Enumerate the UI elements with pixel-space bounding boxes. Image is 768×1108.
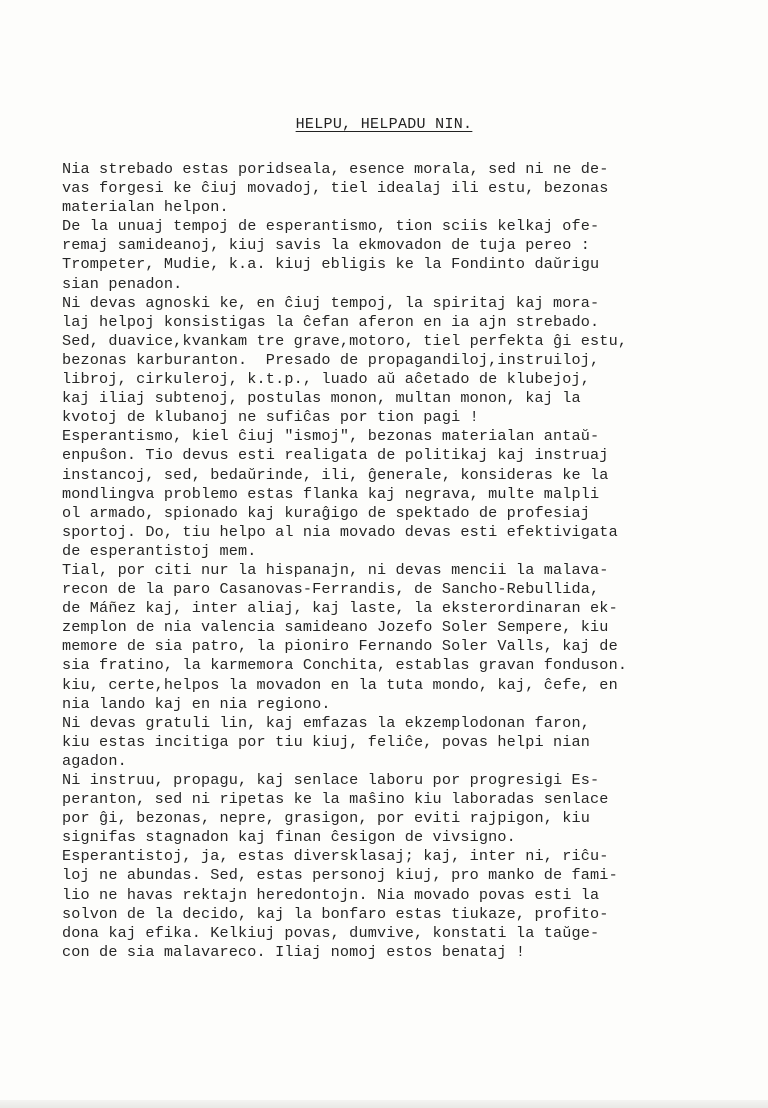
- text-line: Ni devas agnoski ke, en ĉiuj tempoj, la spiritaj kaj mora-: [62, 293, 600, 312]
- text-line: ol armado, spionado kaj kuraĝigo de spektado de profesiaj: [62, 503, 591, 522]
- text-line: Sed, duavice,kvankam tre grave,motoro, tiel perfekta ĝi estu,: [62, 331, 628, 350]
- text-line: de Máñez kaj, inter aliaj, kaj laste, la eksterordinaran ek-: [62, 599, 618, 618]
- text-line: laj helpoj konsistigas la ĉefan aferon en ia ajn strebado.: [62, 312, 600, 331]
- text-line: De la unuaj tempoj de esperantismo, tion sciis kelkaj ofe-: [62, 217, 600, 236]
- text-line: kiu estas incitiga por tiu kiuj, feliĉe, povas helpi nian: [62, 732, 591, 751]
- text-line: Esperantistoj, ja, estas diversklasaj; kaj, inter ni, riĉu-: [62, 847, 609, 866]
- text-line: kvotoj de klubanoj ne sufiĉas por tion pagi !: [62, 408, 479, 427]
- text-line: remaj samideanoj, kiuj savis la ekmovadon de tuja pereo :: [62, 236, 591, 255]
- text-line: Tial, por citi nur la hispanajn, ni devas mencii la malava-: [62, 560, 609, 579]
- document-title: [0, 116, 768, 133]
- page-bottom-edge: [0, 1100, 768, 1108]
- text-line: mondlingva problemo estas flanka kaj negrava, multe malpli: [62, 484, 600, 503]
- text-line: nia lando kaj en nia regiono.: [62, 694, 331, 713]
- text-line: Ni devas gratuli lin, kaj emfazas la ekzemplodonan faron,: [62, 713, 591, 732]
- text-line: instancoj, sed, bedaŭrinde, ili, ĝenerale, konsideras ke la: [62, 465, 609, 484]
- text-line: de esperantistoj mem.: [62, 541, 257, 560]
- text-line: Ni instruu, propagu, kaj senlace laboru por progresigi Es-: [62, 771, 600, 789]
- text-line: sian penadon.: [62, 274, 183, 293]
- text-line: agadon.: [62, 751, 127, 770]
- text-line: libroj, cirkuleroj, k.t.p., luado aŭ aĉetado de klubejoj,: [62, 370, 591, 389]
- text-line: signifas stagnadon kaj finan ĉesigon de vivsigno.: [62, 828, 516, 847]
- text-line: bezonas karburanton. Presado de propagandiloj,instruiloj,: [62, 350, 600, 369]
- text-line: vas forgesi ke ĉiuj movadoj, tiel idealaj ili estu, bezonas: [62, 179, 609, 198]
- text-line: por ĝi, bezonas, nepre, grasigon, por eviti rajpigon, kiu: [62, 809, 591, 828]
- text-line: kaj iliaj subtenoj, postulas monon, multan monon, kaj la: [62, 389, 581, 408]
- text-line: sia fratino, la karmemora Conchita, establas gravan fonduson.: [62, 656, 628, 675]
- text-line: recon de la paro Casanovas-Ferrandis, de Sancho-Rebullida,: [62, 580, 600, 599]
- document-title-text: HELPU, HELPADU NIN.: [295, 116, 473, 133]
- text-line: sportoj. Do, tiu helpo al nia movado devas esti efektivigata: [62, 522, 618, 541]
- text-line: lio ne havas rektajn heredontojn. Nia movado povas esti la: [62, 885, 600, 904]
- document-body: [62, 160, 722, 962]
- text-line: dona kaj efika. Kelkiuj povas, dumvive, konstati la taŭge-: [62, 923, 600, 942]
- text-line: memore de sia patro, la pioniro Fernando Soler Valls, kaj de: [62, 637, 618, 656]
- text-line: Nia strebado estas poridseala, esence morala, sed ni ne de-: [62, 160, 609, 178]
- text-line: zemplon de nia valencia samideano Jozefo Soler Sempere, kiu: [62, 618, 609, 637]
- text-line: loj ne abundas. Sed, estas personoj kiuj, pro manko de fami-: [62, 866, 618, 885]
- text-line: solvon de la decido, kaj la bonfaro estas tiukaze, profito-: [62, 904, 609, 923]
- text-line: peranton, sed ni ripetas ke la maŝino kiu laboradas senlace: [62, 790, 609, 809]
- text-line: Trompeter, Mudie, k.a. kiuj ebligis ke la Fondinto daŭrigu: [62, 255, 600, 274]
- text-line: con de sia malavareco. Iliaj nomoj estos benataj !: [62, 942, 526, 961]
- text-line: kiu, certe,helpos la movadon en la tuta mondo, kaj, ĉefe, en: [62, 675, 618, 694]
- text-line: enpuŝon. Tio devus esti realigata de politikaj kaj instruaj: [62, 446, 609, 465]
- text-line: materialan helpon.: [62, 198, 229, 217]
- text-line: Esperantismo, kiel ĉiuj "ismoj", bezonas materialan antaŭ-: [62, 427, 600, 446]
